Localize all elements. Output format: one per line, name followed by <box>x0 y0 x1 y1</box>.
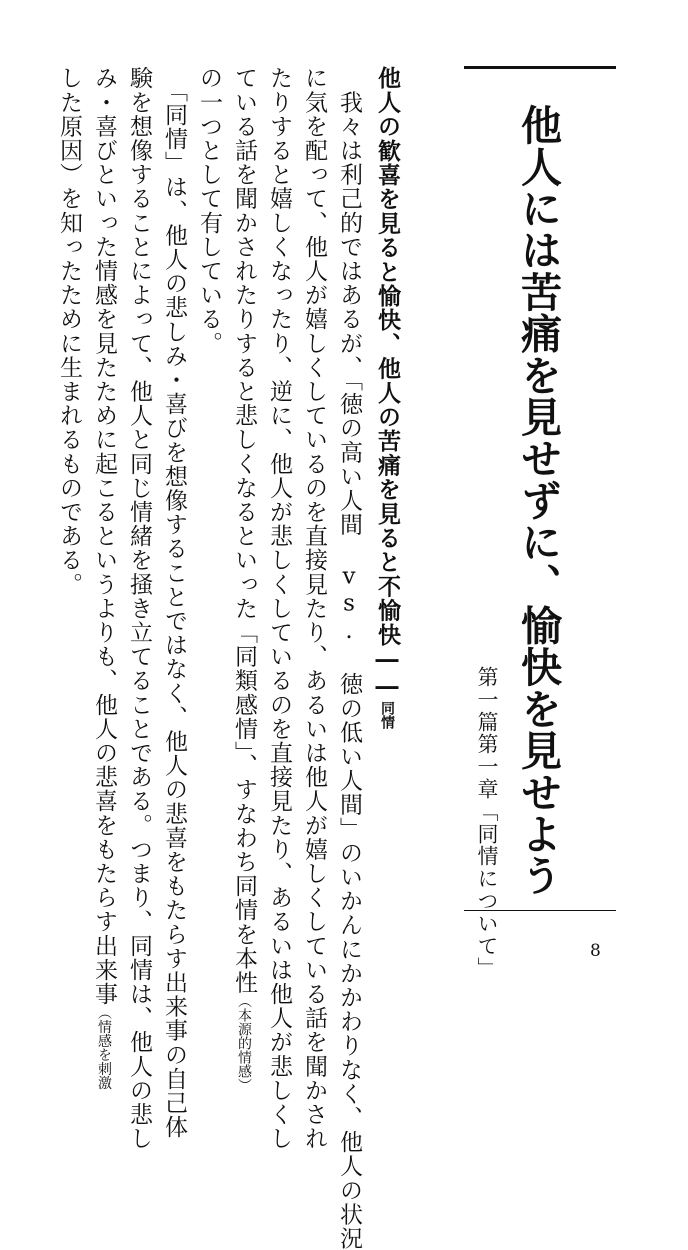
title-rule-top <box>464 66 616 69</box>
body-line-8 <box>92 66 115 1090</box>
body-line-8-note: （情感を刺激 <box>96 1005 112 1090</box>
section-heading <box>375 66 398 729</box>
chapter-label: 第一篇第一章「同情について」 <box>475 666 499 980</box>
body-line-1: 我々は利己的ではあるが、「徳の高い人間 vs. 徳の低い人間」のいかんにかかわりなく、他人の状況 <box>336 66 362 1250</box>
body-line-2: に気を配って、他人が嬉しくしているのを直接見たり、あるいは他人が嬉しくしている話を聞かされ <box>301 66 327 1151</box>
body-line-8-text: み・喜びといった情感を見たために起こるというよりも、他人の悲喜をもたらす出来事 <box>91 66 117 1006</box>
body-line-4-text: ている話を聞かされたりすると悲しくなるといった「同類感情」、すなわち同情を本性 <box>231 66 257 995</box>
body-line-4 <box>232 66 255 1092</box>
body-line-7: 験を想像することによって、他人と同じ情緒を掻き立てることである。つまり、同情は、他人の悲し <box>126 66 152 1151</box>
title-rule-bottom <box>464 910 616 911</box>
section-heading-text: 他人の歓喜を見ると愉快、他人の苦痛を見ると不愉快―― <box>374 66 400 702</box>
chapter-title: 他人には苦痛を見せずに、愉快を見せよう <box>514 104 562 897</box>
page-number: 8 <box>590 941 601 961</box>
section-tag: 同情 <box>379 701 395 730</box>
body-line-3: たりすると嬉しくなったり、逆に、他人が悲しくしているのを直接見たり、あるいは他人が悲しくし <box>266 66 292 1151</box>
body-line-5: の一つとして有している。 <box>196 66 222 356</box>
body-line-9: した原因）を知ったために生まれるものである。 <box>56 66 82 597</box>
body-line-4-note: （本源的情感） <box>236 994 252 1093</box>
body-line-6: 「同情」は、他人の悲しみ・喜びを想像することではなく、他人の悲喜をもたらす出来事の自己体 <box>161 66 187 1139</box>
